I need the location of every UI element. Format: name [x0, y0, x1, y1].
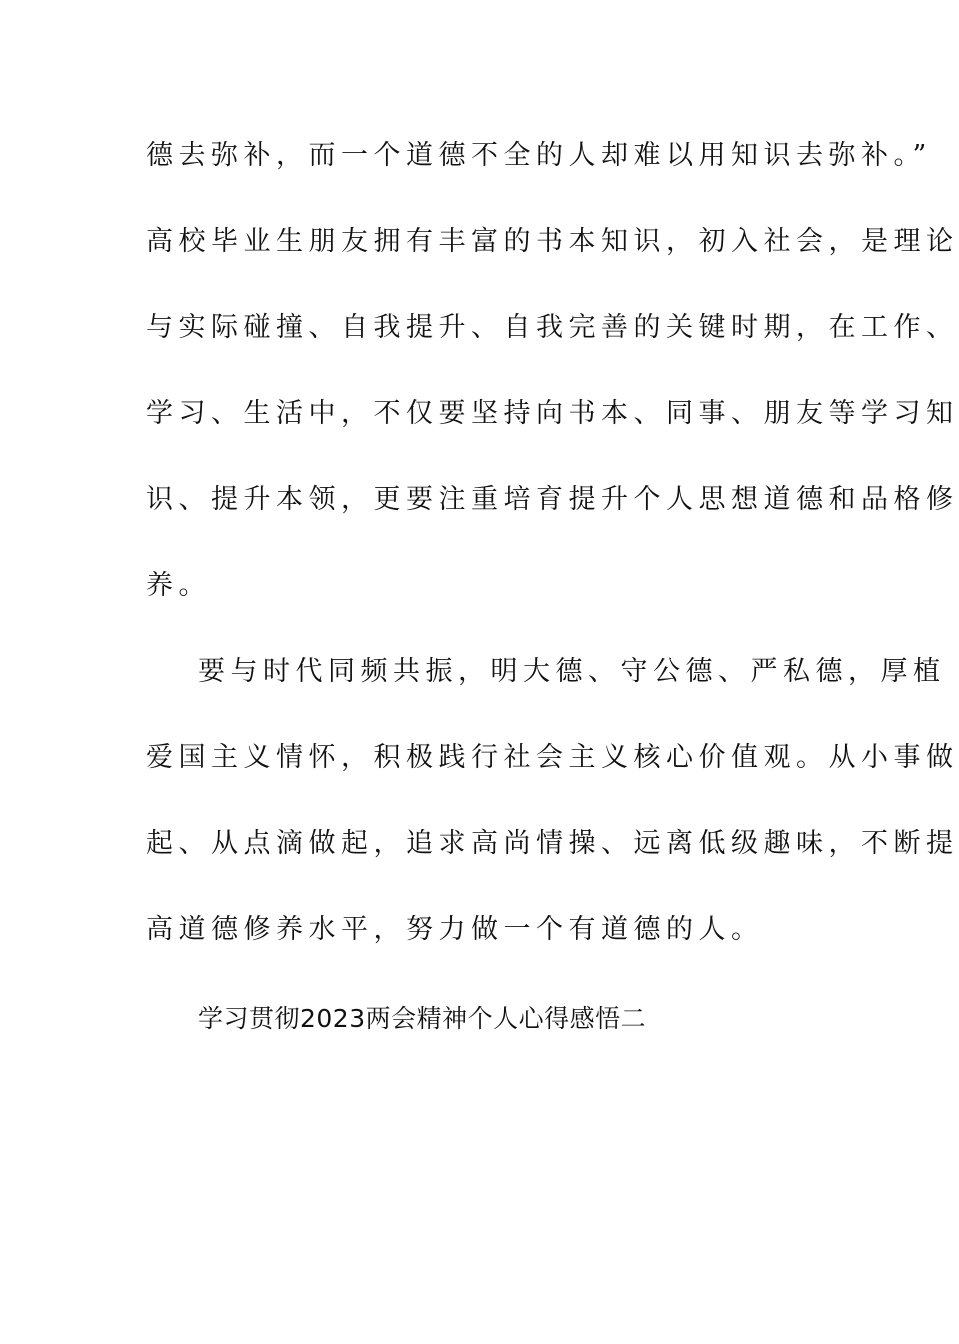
paragraph-line: 爱国主义情怀，积极践行社会主义核心价值观。从小事做	[146, 742, 959, 773]
paragraph-line: 高道德修养水平，努力做一个有道德的人。	[146, 914, 764, 945]
paragraph-line: 起、从点滴做起，追求高尚情操、远离低级趣味，不断提	[146, 828, 959, 859]
paragraph-line: 与实际碰撞、自我提升、自我完善的关键时期，在工作、	[146, 312, 959, 343]
section-heading: 学习贯彻2023两会精神个人心得感悟二	[198, 1004, 647, 1033]
paragraph-line: 识、提升本领，更要注重培育提升个人思想道德和品格修	[146, 484, 959, 515]
paragraph-line: 学习、生活中，不仅要坚持向书本、同事、朋友等学习知	[146, 398, 959, 429]
paragraph-line: 养。	[146, 570, 211, 601]
paragraph-line: 要与时代同频共振，明大德、守公德、严私德，厚植	[198, 656, 946, 687]
paragraph-line: 高校毕业生朋友拥有丰富的书本知识，初入社会，是理论	[146, 226, 959, 257]
paragraph-line: 德去弥补，而一个道德不全的人却难以用知识去弥补。”	[146, 140, 932, 171]
